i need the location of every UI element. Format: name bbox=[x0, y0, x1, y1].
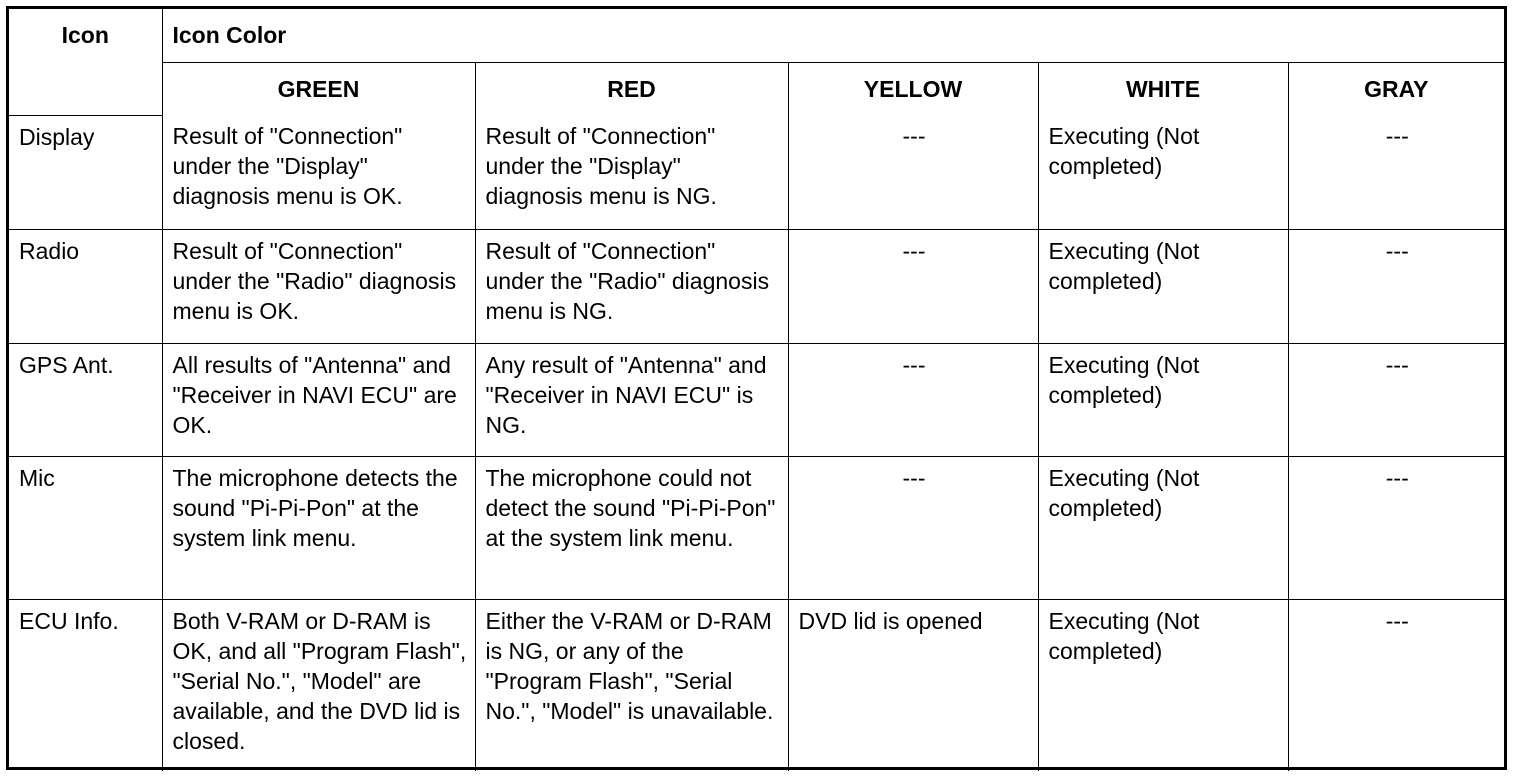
header-green: GREEN bbox=[162, 62, 475, 115]
header-red: RED bbox=[475, 62, 788, 115]
cell-green: Result of "Connection" under the "Radio" diagnosis menu is OK. bbox=[162, 229, 475, 343]
cell-yellow: DVD lid is opened bbox=[788, 599, 1038, 771]
cell-white: Executing (Not completed) bbox=[1038, 343, 1288, 456]
cell-red: Result of "Connection" under the "Display" diagnosis menu is NG. bbox=[475, 115, 788, 229]
cell-red: Result of "Connection" under the "Radio" diagnosis menu is NG. bbox=[475, 229, 788, 343]
icon-color-table-frame bbox=[6, 6, 1507, 770]
cell-white: Executing (Not completed) bbox=[1038, 229, 1288, 343]
header-row-top bbox=[9, 9, 1504, 62]
cell-white: Executing (Not completed) bbox=[1038, 115, 1288, 229]
row-icon-label: Mic bbox=[9, 456, 162, 599]
cell-gray: --- bbox=[1288, 115, 1504, 229]
table-row bbox=[9, 599, 1504, 771]
header-icon: Icon bbox=[9, 9, 162, 115]
cell-white: Executing (Not completed) bbox=[1038, 456, 1288, 599]
header-white: WHITE bbox=[1038, 62, 1288, 115]
cell-red: Any result of "Antenna" and "Receiver in NAVI ECU" is NG. bbox=[475, 343, 788, 456]
cell-green: All results of "Antenna" and "Receiver in NAVI ECU" are OK. bbox=[162, 343, 475, 456]
cell-gray: --- bbox=[1288, 229, 1504, 343]
cell-red: The microphone could not detect the sound "Pi-Pi-Pon" at the system link menu. bbox=[475, 456, 788, 599]
cell-red: Either the V-RAM or D-RAM is NG, or any of the "Program Flash", "Serial No.", "Model" is unavailable. bbox=[475, 599, 788, 771]
cell-green: Both V-RAM or D-RAM is OK, and all "Program Flash", "Serial No.", "Model" are available, and the DVD lid is closed. bbox=[162, 599, 475, 771]
cell-gray: --- bbox=[1288, 599, 1504, 771]
header-gray: GRAY bbox=[1288, 62, 1504, 115]
cell-yellow: --- bbox=[788, 115, 1038, 229]
table-row bbox=[9, 456, 1504, 599]
header-row-colors bbox=[9, 62, 1504, 115]
icon-color-table bbox=[9, 9, 1504, 771]
table-row bbox=[9, 343, 1504, 456]
table-row bbox=[9, 229, 1504, 343]
cell-yellow: --- bbox=[788, 343, 1038, 456]
row-icon-label: Display bbox=[9, 115, 162, 229]
row-icon-label: Radio bbox=[9, 229, 162, 343]
cell-yellow: --- bbox=[788, 229, 1038, 343]
table-row bbox=[9, 115, 1504, 229]
cell-green: Result of "Connection" under the "Display" diagnosis menu is OK. bbox=[162, 115, 475, 229]
cell-white: Executing (Not completed) bbox=[1038, 599, 1288, 771]
cell-yellow: --- bbox=[788, 456, 1038, 599]
header-icon-color: Icon Color bbox=[162, 9, 1504, 62]
row-icon-label: GPS Ant. bbox=[9, 343, 162, 456]
cell-gray: --- bbox=[1288, 343, 1504, 456]
row-icon-label: ECU Info. bbox=[9, 599, 162, 771]
cell-gray: --- bbox=[1288, 456, 1504, 599]
cell-green: The microphone detects the sound "Pi-Pi-Pon" at the system link menu. bbox=[162, 456, 475, 599]
header-yellow: YELLOW bbox=[788, 62, 1038, 115]
